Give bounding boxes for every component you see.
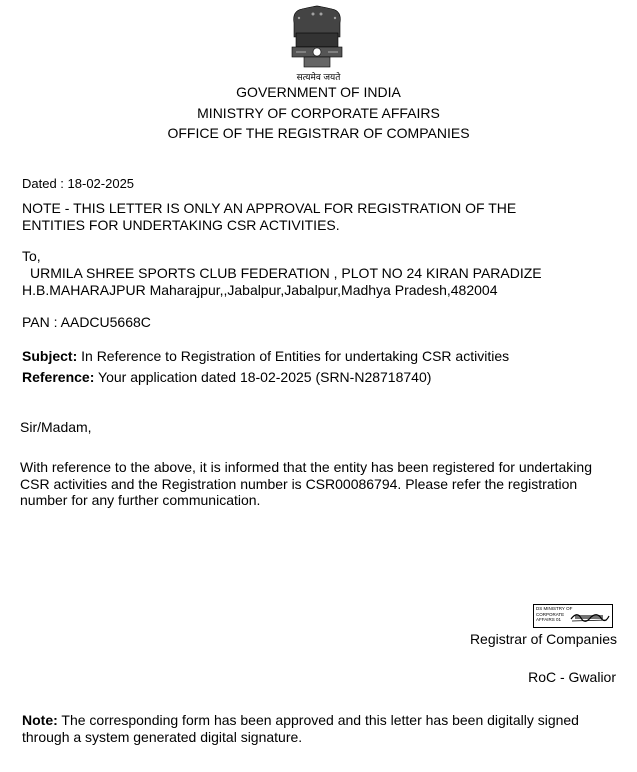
signature-scribble-icon — [569, 609, 611, 625]
signature-stamp-text: DS MINISTRY OF CORPORATE AFFAIRS 01 — [536, 606, 573, 622]
address-line-1: URMILA SHREE SPORTS CLUB FEDERATION , PLOT NO 24 KIRAN PARADIZE — [30, 265, 542, 281]
body-paragraph: With reference to the above, it is informed that the entity has been registered for undertaking CSR activities and the Registration number is CSR00086794. Please refer the registration number for any further communication. — [20, 459, 592, 508]
address-line-2: H.B.MAHARAJPUR Maharajpur,,Jabalpur,Jabalpur,Madhya Pradesh,482004 — [22, 282, 498, 298]
office-heading: OFFICE OF THE REGISTRAR OF COMPANIES — [167, 125, 470, 141]
salutation: Sir/Madam, — [20, 419, 92, 435]
footer-note — [22, 712, 612, 745]
emblem-motto: सत्यमेव जयते — [296, 72, 341, 82]
footer-note-text: The corresponding form has been approved and this letter has been digitally signed through a system generated digital signature. — [22, 712, 579, 745]
reference-line — [22, 369, 431, 385]
pan-line: PAN : AADCU5668C — [22, 314, 151, 330]
digital-signature-stamp — [533, 604, 613, 628]
ministry-heading: MINISTRY OF CORPORATE AFFAIRS — [197, 105, 440, 121]
subject-text: In Reference to Registration of Entities for undertaking CSR activities — [81, 348, 510, 364]
reference-label: Reference: — [22, 369, 95, 385]
signatory-title: Registrar of Companies — [469, 631, 617, 647]
approval-note: NOTE - THIS LETTER IS ONLY AN APPROVAL FOR REGISTRATION OF THE ENTITIES FOR UNDERTAKING CSR ACTIVITIES. — [22, 200, 517, 233]
dated-line: Dated : 18-02-2025 — [22, 176, 135, 191]
national-emblem-icon — [282, 3, 352, 69]
government-heading: GOVERNMENT OF INDIA — [236, 84, 401, 100]
subject-label: Subject: — [22, 348, 78, 364]
to-label: To, — [22, 248, 41, 264]
reference-text: Your application dated 18-02-2025 (SRN-N28718740) — [98, 369, 432, 385]
signatory-office: RoC - Gwalior — [528, 669, 616, 685]
subject-line — [22, 348, 509, 364]
footer-note-label: Note: — [22, 712, 58, 728]
